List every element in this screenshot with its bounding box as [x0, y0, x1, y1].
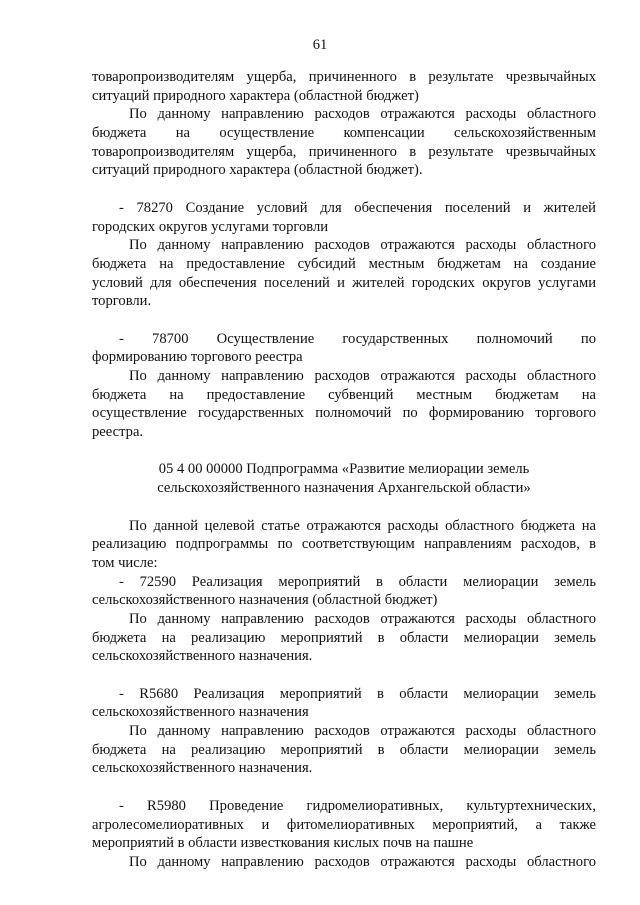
text-line: По данному направлению расходов отражаются расходы областного — [129, 610, 596, 627]
text-line: реализацию подпрограммы по соответствующим направлениям расходов, в — [92, 536, 596, 553]
page-body — [92, 68, 596, 872]
text-line: По данному направлению расходов отражаются расходы областного — [129, 106, 596, 123]
text-line: ситуаций природного характера (областной бюджет). — [92, 162, 423, 179]
text-line: товаропроизводителям ущерба, причиненного в результате чрезвычайных — [92, 69, 596, 85]
text-line: бюджета на предоставление субвенций местным бюджетам на — [92, 386, 596, 403]
text-line: агролесомелиоративных и фитомелиоративных мероприятий, а также — [92, 816, 596, 833]
text-line: сельскохозяйственного назначения — [92, 704, 309, 721]
text-line: том числе: — [92, 554, 158, 571]
text-line: сельскохозяйственного назначения. — [92, 760, 313, 777]
text-line: - R5680 Реализация мероприятий в области мелиорации земель — [119, 685, 596, 702]
text-line: - 78270 Создание условий для обеспечения поселений и жителей — [119, 199, 596, 216]
text-line: сельскохозяйственного назначения. — [92, 648, 313, 665]
text-line: реестра. — [92, 424, 144, 441]
text-line: мероприятий в области известкования кислых почв на пашне — [92, 835, 474, 852]
text-line: По данной целевой статье отражаются расходы областного бюджета на — [129, 517, 596, 534]
text-line: По данному направлению расходов отражаются расходы областного — [129, 723, 596, 740]
text-line: По данному направлению расходов отражаются расходы областного — [129, 368, 596, 384]
text-line: По данному направлению расходов отражаются расходы областного — [129, 853, 596, 870]
text-line: - R5980 Проведение гидромелиоративных, культуртехнических, — [119, 797, 596, 814]
text-line: осуществление государственных полномочий по формированию торгового — [92, 405, 596, 422]
text-line: бюджета на реализацию мероприятий в области мелиорации земель — [92, 629, 596, 646]
text-line: - 78700 Осуществление государственных полномочий по — [119, 330, 596, 347]
text-line: торговли. — [92, 293, 152, 310]
text-line: бюджета на предоставление субсидий местным бюджетам на создание — [92, 255, 596, 272]
text-line: - 72590 Реализация мероприятий в области мелиорации земель — [119, 573, 596, 590]
text-line: товаропроизводителям ущерба, причиненного в результате чрезвычайных — [92, 143, 596, 160]
text-line: городских округов услугами торговли — [92, 218, 329, 235]
section-heading-line: 05 4 00 00000 Подпрограмма «Развитие мелиорации земель — [158, 461, 530, 478]
section-heading-line: сельскохозяйственного назначения Архангельской области» — [157, 480, 531, 497]
text-line: условий для обеспечения поселений и жителей городских округов услугами — [92, 274, 596, 291]
text-line: бюджета на осуществление компенсации сельскохозяйственным — [92, 125, 596, 142]
page-number: 61 — [312, 37, 328, 53]
text-line: формированию торгового реестра — [92, 349, 303, 366]
text-line: сельскохозяйственного назначения (областной бюджет) — [92, 592, 438, 609]
text-line: По данному направлению расходов отражаются расходы областного — [129, 237, 596, 254]
text-line: бюджета на реализацию мероприятий в области мелиорации земель — [92, 741, 596, 758]
text-line: ситуаций природного характера (областной бюджет) — [92, 87, 419, 104]
